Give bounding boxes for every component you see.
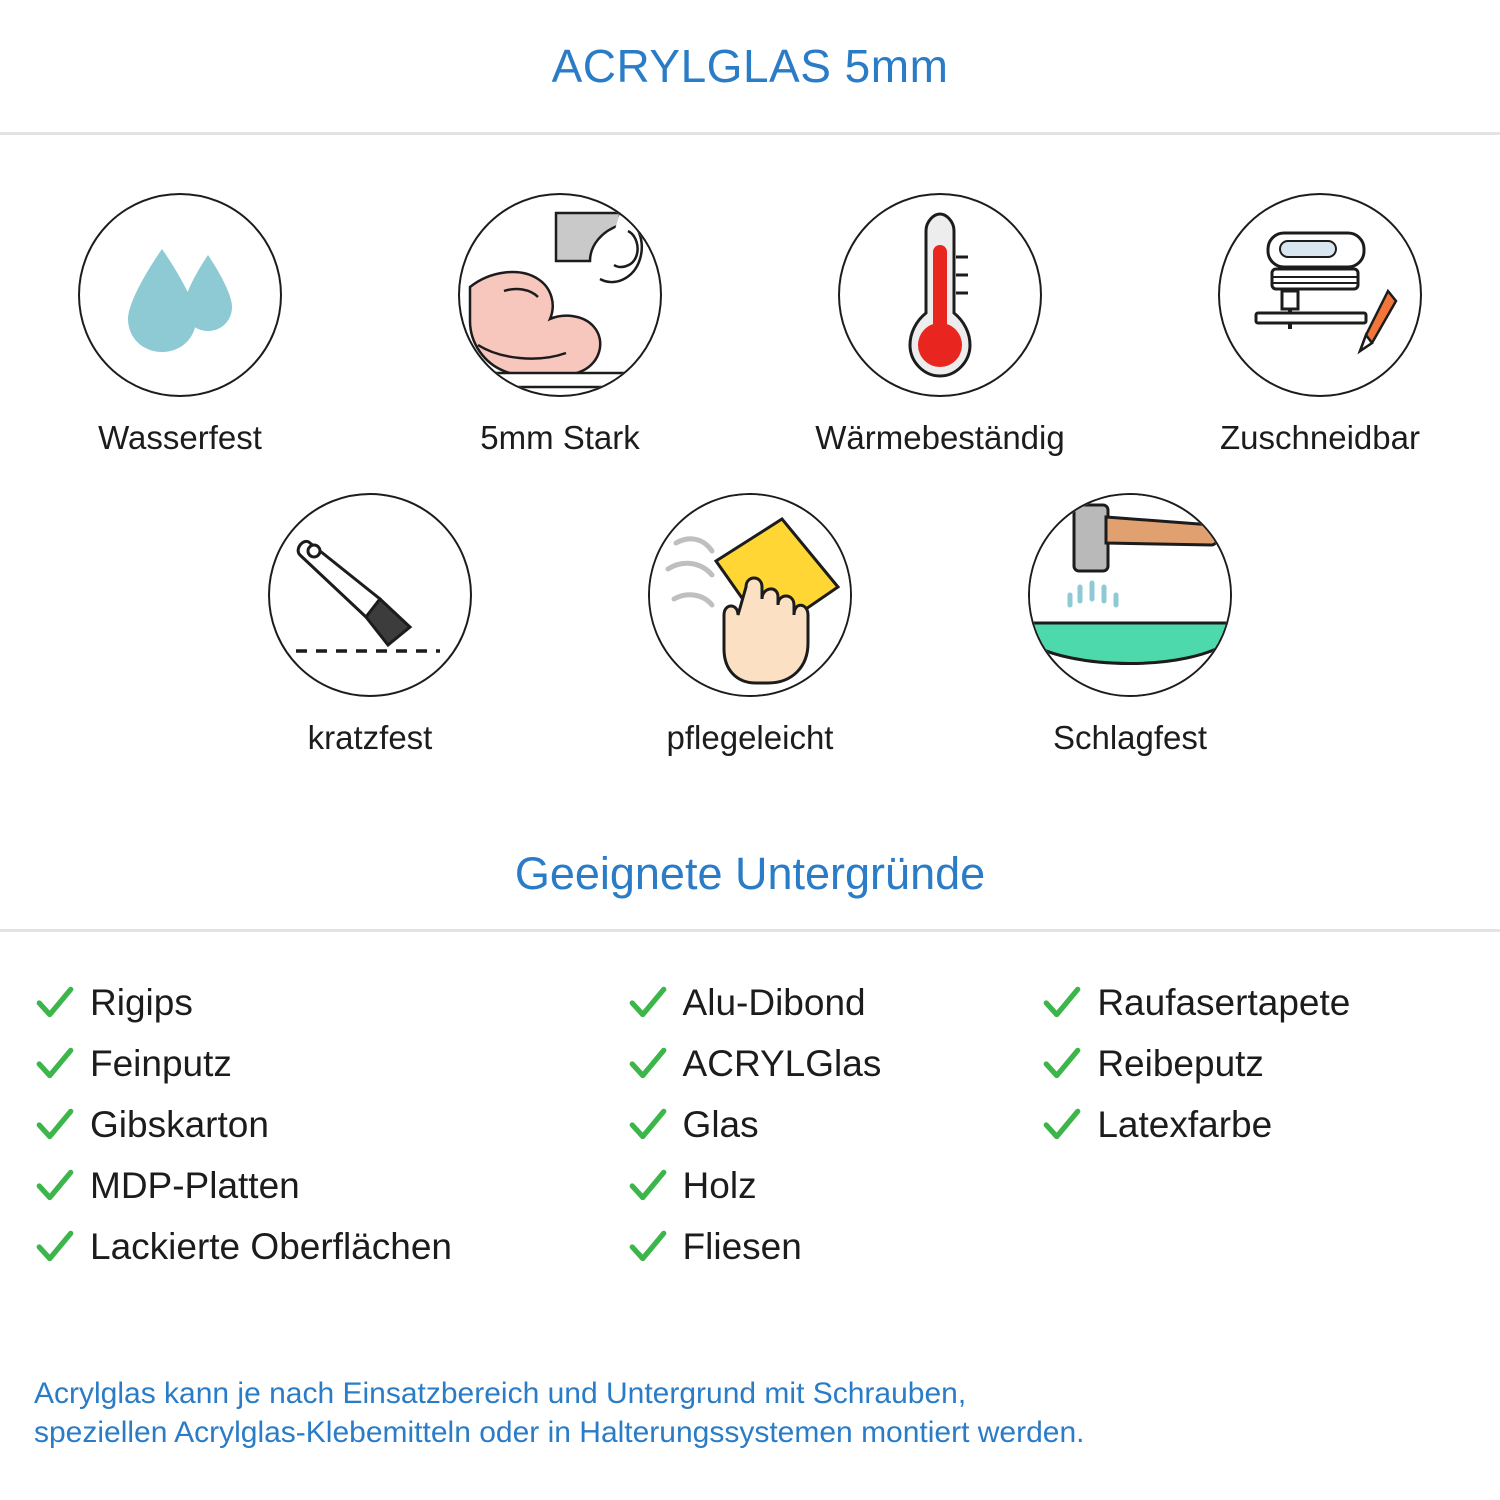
substrates-column-3 xyxy=(1041,974,1466,1275)
list-item-label: Rigips xyxy=(90,981,193,1023)
check-mark-icon xyxy=(627,982,669,1024)
list-item xyxy=(34,974,627,1031)
check-mark-icon xyxy=(627,1165,669,1207)
list-item-label: Alu-Dibond xyxy=(682,981,866,1023)
feature-label: Wasserfest xyxy=(98,419,262,456)
feature-row-1 xyxy=(0,193,1500,457)
check-mark-icon xyxy=(1041,1104,1083,1146)
substrates-list xyxy=(0,932,1500,1275)
water-drops-icon xyxy=(78,193,282,397)
flexing-arm-icon xyxy=(458,193,662,397)
list-item-label: Raufasertapete xyxy=(1097,981,1351,1023)
list-item-label: Gibskarton xyxy=(90,1103,269,1145)
substrates-column-2 xyxy=(627,974,1042,1275)
check-mark-icon xyxy=(627,1104,669,1146)
feature-label: Wärmebeständig xyxy=(815,419,1065,456)
feature-wasserfest xyxy=(35,193,325,457)
footnote-line-1: Acrylglas kann je nach Einsatzbereich und Untergrund mit Schrauben, xyxy=(34,1377,967,1410)
check-mark-icon xyxy=(34,1226,76,1268)
substrates-header xyxy=(0,819,1500,929)
substrates-column-1 xyxy=(34,974,627,1275)
feature-section xyxy=(0,135,1500,757)
list-item-label: ACRYLGlas xyxy=(682,1042,882,1084)
feature-5mm-stark xyxy=(415,193,705,457)
footnote-line-2: speziellen Acrylglas-Klebemitteln oder in Halterungssystemen montiert werden. xyxy=(34,1416,1085,1449)
list-item-label: Fliesen xyxy=(682,1225,802,1267)
list-item xyxy=(1041,1035,1466,1092)
check-mark-icon xyxy=(1041,982,1083,1024)
list-item-label: Holz xyxy=(682,1164,757,1206)
list-item-label: Latexfarbe xyxy=(1097,1103,1273,1145)
feature-label: 5mm Stark xyxy=(480,419,640,456)
check-mark-icon xyxy=(34,1043,76,1085)
feature-label: pflegeleicht xyxy=(666,719,834,756)
list-item-label: Feinputz xyxy=(90,1042,232,1084)
list-item-label: Lackierte Oberflächen xyxy=(90,1225,452,1267)
feature-schlagfest xyxy=(985,493,1275,757)
page-header xyxy=(0,0,1500,132)
thermometer-icon xyxy=(838,193,1042,397)
list-item xyxy=(627,1096,1042,1153)
list-item xyxy=(34,1096,627,1153)
check-mark-icon xyxy=(34,982,76,1024)
check-mark-icon xyxy=(34,1165,76,1207)
feature-label: kratzfest xyxy=(307,719,433,756)
feature-waermebestaendig xyxy=(795,193,1085,457)
list-item xyxy=(627,1157,1042,1214)
feature-row-2 xyxy=(0,493,1500,757)
feature-label: Schlagfest xyxy=(1052,719,1208,756)
list-item xyxy=(34,1218,627,1275)
list-item-label: MDP-Platten xyxy=(90,1164,300,1206)
feature-kratzfest xyxy=(225,493,515,757)
feature-zuschneidbar xyxy=(1175,193,1465,457)
knife-scratch-icon xyxy=(268,493,472,697)
list-item-label: Reibeputz xyxy=(1097,1042,1264,1084)
check-mark-icon xyxy=(34,1104,76,1146)
list-item-label: Glas xyxy=(682,1103,759,1145)
list-item xyxy=(627,1218,1042,1275)
page-title: ACRYLGLAS 5mm xyxy=(551,40,949,92)
hammer-impact-icon xyxy=(1028,493,1232,697)
footnote xyxy=(34,1374,1470,1452)
jigsaw-cutting-icon xyxy=(1218,193,1422,397)
list-item xyxy=(1041,1096,1466,1153)
list-item xyxy=(627,1035,1042,1092)
check-mark-icon xyxy=(627,1226,669,1268)
list-item xyxy=(627,974,1042,1031)
list-item xyxy=(1041,974,1466,1031)
substrates-title: Geeignete Untergründe xyxy=(514,848,986,899)
feature-pflegeleicht xyxy=(605,493,895,757)
hand-cleaning-cloth-icon xyxy=(648,493,852,697)
check-mark-icon xyxy=(1041,1043,1083,1085)
feature-label: Zuschneidbar xyxy=(1220,419,1420,456)
check-mark-icon xyxy=(627,1043,669,1085)
list-item xyxy=(34,1035,627,1092)
list-item xyxy=(34,1157,627,1214)
